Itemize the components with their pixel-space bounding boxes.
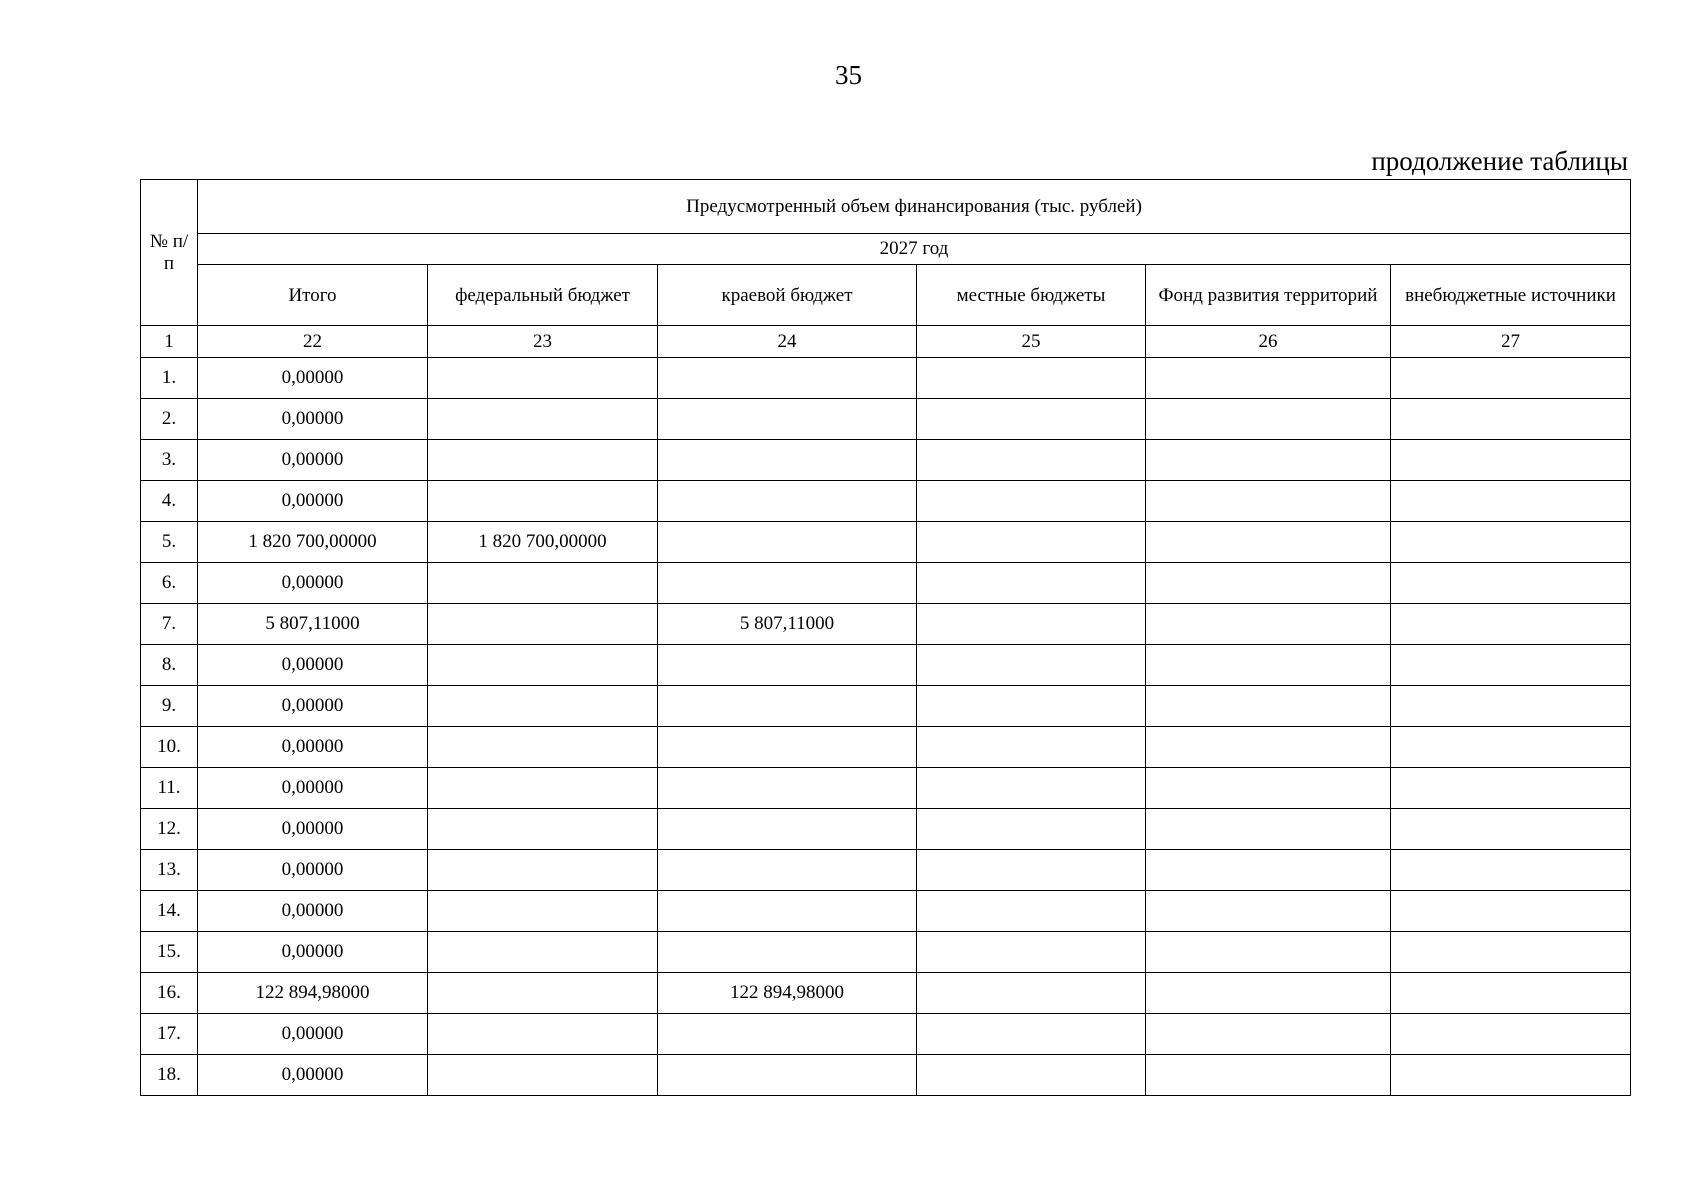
territory-fund-cell [1146, 768, 1391, 809]
local-budgets-cell [917, 522, 1146, 563]
table-row [141, 1014, 1631, 1055]
territory-fund-cell [1146, 1055, 1391, 1096]
table-row [141, 686, 1631, 727]
territory-fund-cell [1146, 891, 1391, 932]
column-number: 25 [917, 326, 1146, 358]
territory-fund-cell [1146, 727, 1391, 768]
extrabudgetary-cell [1391, 481, 1631, 522]
total-cell: 0,00000 [198, 891, 428, 932]
extrabudgetary-cell [1391, 1014, 1631, 1055]
header-territory-fund: Фонд развития территорий [1146, 265, 1391, 326]
extrabudgetary-cell [1391, 563, 1631, 604]
local-budgets-cell [917, 440, 1146, 481]
federal-budget-cell [428, 1014, 658, 1055]
regional-budget-cell [658, 1055, 917, 1096]
row-number: 1. [141, 358, 198, 399]
extrabudgetary-cell [1391, 850, 1631, 891]
federal-budget-cell [428, 973, 658, 1014]
local-budgets-cell [917, 604, 1146, 645]
regional-budget-cell [658, 932, 917, 973]
regional-budget-cell [658, 850, 917, 891]
extrabudgetary-cell [1391, 1055, 1631, 1096]
table-row [141, 1055, 1631, 1096]
regional-budget-cell [658, 399, 917, 440]
row-number: 2. [141, 399, 198, 440]
column-numbers-row [141, 326, 1631, 358]
local-budgets-cell [917, 891, 1146, 932]
total-cell: 0,00000 [198, 563, 428, 604]
column-number: 22 [198, 326, 428, 358]
total-cell: 5 807,11000 [198, 604, 428, 645]
table-row [141, 358, 1631, 399]
local-budgets-cell [917, 727, 1146, 768]
table-row [141, 891, 1631, 932]
local-budgets-cell [917, 399, 1146, 440]
table-row [141, 440, 1631, 481]
territory-fund-cell [1146, 932, 1391, 973]
extrabudgetary-cell [1391, 768, 1631, 809]
local-budgets-cell [917, 973, 1146, 1014]
total-cell: 0,00000 [198, 686, 428, 727]
header-local-budgets: местные бюджеты [917, 265, 1146, 326]
header-regional-budget: краевой бюджет [658, 265, 917, 326]
table-row [141, 604, 1631, 645]
territory-fund-cell [1146, 686, 1391, 727]
federal-budget-cell [428, 604, 658, 645]
total-cell: 0,00000 [198, 399, 428, 440]
total-cell: 0,00000 [198, 850, 428, 891]
row-number: 17. [141, 1014, 198, 1055]
header-col-no: № п/п [141, 180, 198, 326]
local-budgets-cell [917, 358, 1146, 399]
row-number: 13. [141, 850, 198, 891]
table-row [141, 973, 1631, 1014]
extrabudgetary-cell [1391, 973, 1631, 1014]
column-number: 1 [141, 326, 198, 358]
table-row [141, 850, 1631, 891]
extrabudgetary-cell [1391, 809, 1631, 850]
row-number: 11. [141, 768, 198, 809]
header-extrabudgetary: внебюджетные источники [1391, 265, 1631, 326]
territory-fund-cell [1146, 481, 1391, 522]
column-number: 24 [658, 326, 917, 358]
regional-budget-cell [658, 358, 917, 399]
header-year: 2027 год [198, 234, 1631, 265]
header-federal-budget: федеральный бюджет [428, 265, 658, 326]
regional-budget-cell [658, 686, 917, 727]
federal-budget-cell [428, 645, 658, 686]
total-cell: 0,00000 [198, 645, 428, 686]
federal-budget-cell [428, 440, 658, 481]
extrabudgetary-cell [1391, 727, 1631, 768]
row-number: 6. [141, 563, 198, 604]
total-cell: 0,00000 [198, 481, 428, 522]
territory-fund-cell [1146, 522, 1391, 563]
total-cell: 0,00000 [198, 727, 428, 768]
total-cell: 0,00000 [198, 1014, 428, 1055]
total-cell: 0,00000 [198, 358, 428, 399]
federal-budget-cell [428, 399, 658, 440]
column-number: 23 [428, 326, 658, 358]
regional-budget-cell [658, 1014, 917, 1055]
local-budgets-cell [917, 850, 1146, 891]
page-number: 35 [835, 60, 862, 90]
local-budgets-cell [917, 809, 1146, 850]
extrabudgetary-cell [1391, 604, 1631, 645]
federal-budget-cell [428, 727, 658, 768]
total-cell: 122 894,98000 [198, 973, 428, 1014]
row-number: 7. [141, 604, 198, 645]
table-row [141, 768, 1631, 809]
regional-budget-cell [658, 481, 917, 522]
territory-fund-cell [1146, 358, 1391, 399]
territory-fund-cell [1146, 399, 1391, 440]
federal-budget-cell [428, 686, 658, 727]
column-number: 26 [1146, 326, 1391, 358]
territory-fund-cell [1146, 1014, 1391, 1055]
regional-budget-cell: 122 894,98000 [658, 973, 917, 1014]
table-row [141, 932, 1631, 973]
continuation-label: продолжение таблицы [1371, 146, 1628, 176]
federal-budget-cell [428, 932, 658, 973]
federal-budget-cell [428, 1055, 658, 1096]
local-budgets-cell [917, 645, 1146, 686]
header-total: Итого [198, 265, 428, 326]
extrabudgetary-cell [1391, 399, 1631, 440]
total-cell: 0,00000 [198, 1055, 428, 1096]
territory-fund-cell [1146, 563, 1391, 604]
regional-budget-cell [658, 645, 917, 686]
local-budgets-cell [917, 768, 1146, 809]
header-financing-title: Предусмотренный объем финансирования (тыс. рублей) [198, 180, 1631, 234]
local-budgets-cell [917, 1014, 1146, 1055]
extrabudgetary-cell [1391, 440, 1631, 481]
regional-budget-cell: 5 807,11000 [658, 604, 917, 645]
row-number: 5. [141, 522, 198, 563]
federal-budget-cell [428, 809, 658, 850]
row-number: 15. [141, 932, 198, 973]
row-number: 12. [141, 809, 198, 850]
regional-budget-cell [658, 440, 917, 481]
table-row [141, 563, 1631, 604]
total-cell: 0,00000 [198, 809, 428, 850]
row-number: 16. [141, 973, 198, 1014]
regional-budget-cell [658, 768, 917, 809]
regional-budget-cell [658, 891, 917, 932]
territory-fund-cell [1146, 645, 1391, 686]
local-budgets-cell [917, 932, 1146, 973]
table-row [141, 481, 1631, 522]
federal-budget-cell [428, 358, 658, 399]
territory-fund-cell [1146, 809, 1391, 850]
row-number: 8. [141, 645, 198, 686]
territory-fund-cell [1146, 440, 1391, 481]
row-number: 4. [141, 481, 198, 522]
regional-budget-cell [658, 522, 917, 563]
total-cell: 1 820 700,00000 [198, 522, 428, 563]
extrabudgetary-cell [1391, 522, 1631, 563]
extrabudgetary-cell [1391, 686, 1631, 727]
table-row [141, 522, 1631, 563]
row-number: 14. [141, 891, 198, 932]
row-number: 9. [141, 686, 198, 727]
table-row [141, 727, 1631, 768]
federal-budget-cell [428, 481, 658, 522]
territory-fund-cell [1146, 850, 1391, 891]
territory-fund-cell [1146, 973, 1391, 1014]
territory-fund-cell [1146, 604, 1391, 645]
local-budgets-cell [917, 686, 1146, 727]
federal-budget-cell [428, 850, 658, 891]
regional-budget-cell [658, 727, 917, 768]
total-cell: 0,00000 [198, 932, 428, 973]
extrabudgetary-cell [1391, 358, 1631, 399]
total-cell: 0,00000 [198, 440, 428, 481]
row-number: 3. [141, 440, 198, 481]
financing-table [140, 179, 1631, 1096]
extrabudgetary-cell [1391, 645, 1631, 686]
row-number: 10. [141, 727, 198, 768]
extrabudgetary-cell [1391, 932, 1631, 973]
column-number: 27 [1391, 326, 1631, 358]
local-budgets-cell [917, 563, 1146, 604]
federal-budget-cell [428, 768, 658, 809]
row-number: 18. [141, 1055, 198, 1096]
federal-budget-cell [428, 891, 658, 932]
total-cell: 0,00000 [198, 768, 428, 809]
local-budgets-cell [917, 1055, 1146, 1096]
regional-budget-cell [658, 809, 917, 850]
table-row [141, 399, 1631, 440]
regional-budget-cell [658, 563, 917, 604]
federal-budget-cell: 1 820 700,00000 [428, 522, 658, 563]
federal-budget-cell [428, 563, 658, 604]
table-row [141, 645, 1631, 686]
table-row [141, 809, 1631, 850]
extrabudgetary-cell [1391, 891, 1631, 932]
local-budgets-cell [917, 481, 1146, 522]
